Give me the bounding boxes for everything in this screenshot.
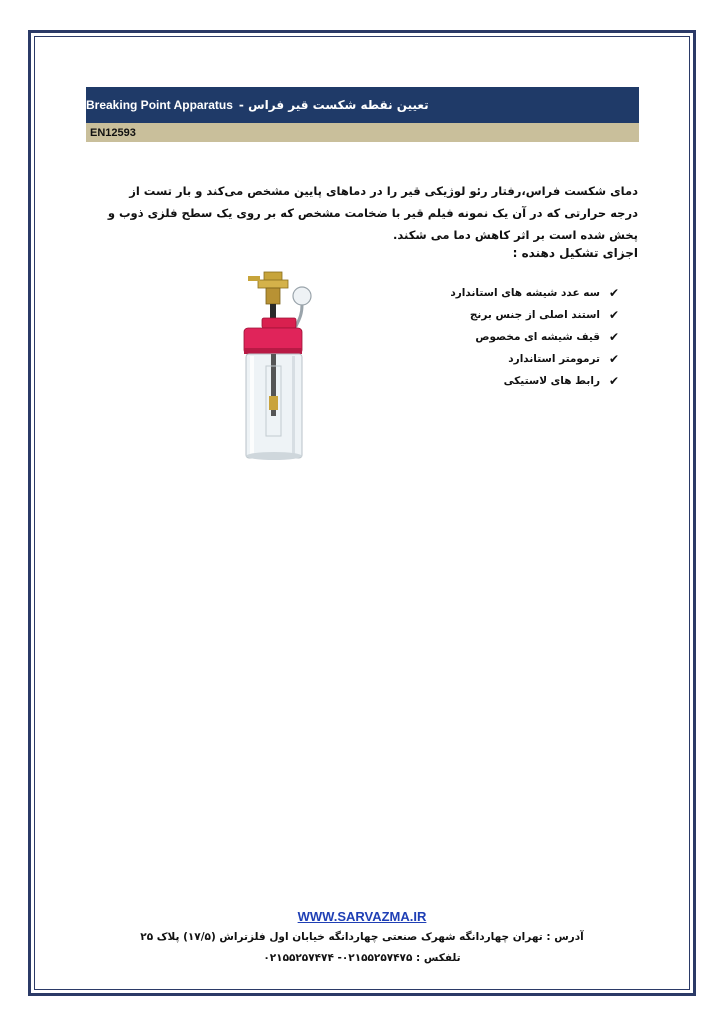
standard-bar (86, 123, 639, 142)
list-item: ✔ رابط های لاستیکی (503, 374, 620, 388)
title-persian: تعیین نقطه شکست قیر فراس - (238, 98, 429, 112)
parts-heading: اجزای تشکیل دهنده : (512, 246, 638, 260)
description-paragraph: دمای شکست فراس،رفتار رئو لوژیکی قیر را در دماهای پایین مشخص می‌کند و بار تست از درجه حرارتی که در آن یک نمونه فیلم قیر با ضخامت مشخص که بر روی یک سطح فلزی ذوب و پخش شده است بر اثر کاهش دما می شکند. (107, 184, 638, 242)
checkmark-icon: ✔ (608, 286, 620, 300)
phone-line: تلفکس : ۰۲۱۵۵۲۵۷۴۷۵- ۰۲۱۵۵۲۵۷۴۷۴ (263, 952, 461, 964)
website-link[interactable]: WWW.SARVAZMA.IR (297, 909, 427, 924)
parts-list (380, 282, 620, 392)
apparatus-image (236, 266, 326, 466)
checkmark-icon: ✔ (608, 308, 620, 322)
title-english: Breaking Point Apparatus (86, 98, 233, 112)
list-item: ✔ ترمومتر استاندارد (508, 352, 620, 366)
list-item: ✔ قیف شیشه ای مخصوص (475, 330, 620, 344)
checkmark-icon: ✔ (608, 352, 620, 366)
list-item: ✔ سه عدد شیشه های استاندارد (450, 286, 620, 300)
checkmark-icon: ✔ (608, 330, 620, 344)
title-bar (86, 87, 639, 123)
checkmark-icon: ✔ (608, 374, 620, 388)
standard-code: EN12593 (90, 126, 136, 139)
list-item: ✔ استند اصلی از جنس برنج (469, 308, 620, 322)
address-line: آدرس : تهران چهاردانگه شهرک صنعتی چهاردانگه خیابان اول فلزتراش (۱۷/۵) پلاک ۲۵ (140, 931, 584, 943)
